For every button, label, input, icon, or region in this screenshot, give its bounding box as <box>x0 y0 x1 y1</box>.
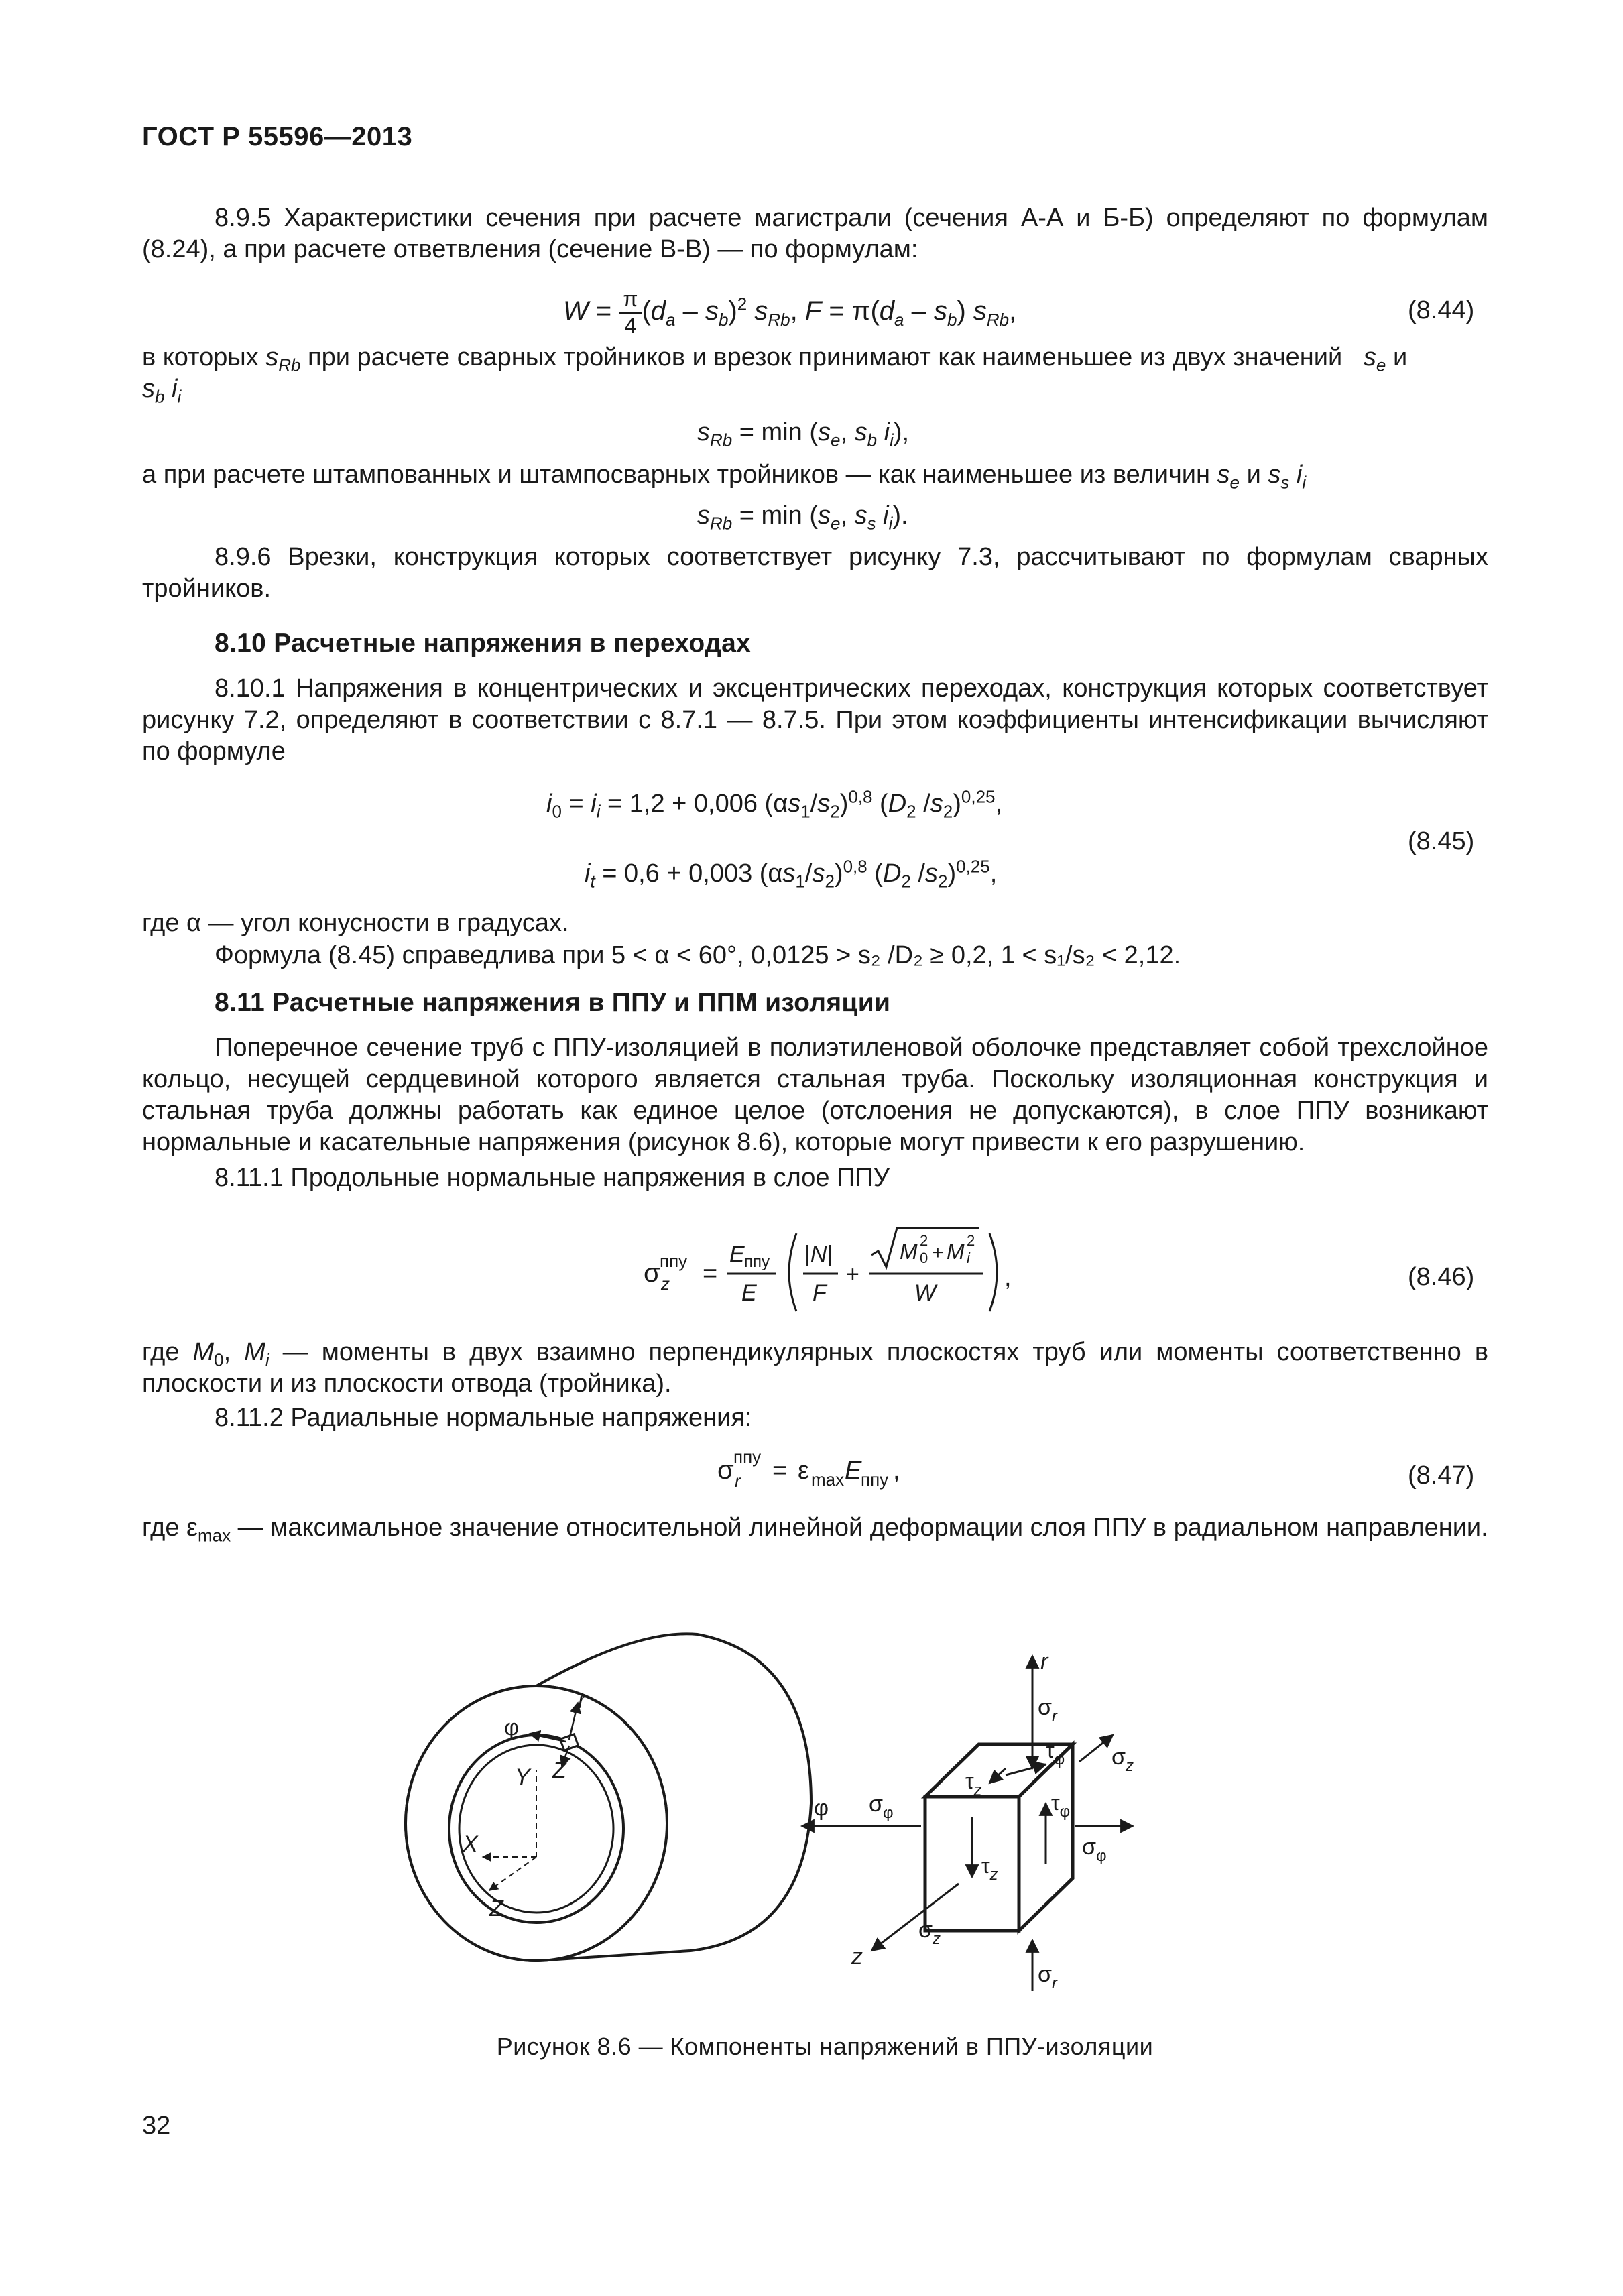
svg-text:,: , <box>1004 1264 1012 1292</box>
svg-text:ппу: ппу <box>861 1469 889 1490</box>
label-X: X <box>463 1831 478 1857</box>
equation-number-8-44: (8.44) <box>1408 296 1475 324</box>
svg-text:F: F <box>813 1280 827 1306</box>
equation-number-8-47: (8.47) <box>1408 1461 1475 1490</box>
svg-text:ппу: ппу <box>733 1447 762 1467</box>
paragraph-8-9-5-in-which: в которых $s_{Rb}$ при расчете сварных тройников и врезок принимают как наименьшее из двух значений $s_e$ и $s_b$ $i_i$ <box>142 343 1408 407</box>
text-in-which: в которых <box>142 343 259 371</box>
paragraph-8-11-intro: Поперечное сечение труб с ППУ-изоляцией в полиэтиленовой оболочке представляет собой трехслойное кольцо, несущей сердцевиной которого является стальная труба. Поскольку изоляционная конструкция и стальная труба должны работать как единое целое (отслоения не допускаются), в слое ППУ возникают нормальные и касательные напряжения (рисунок 8.6), которые могут привести к его разрушению. <box>142 1034 1488 1156</box>
text-and: и <box>1392 343 1408 371</box>
stress-components-diagram <box>402 1602 1260 2004</box>
label-tau-phi-top: $\tau_\varphi$ <box>1046 1738 1065 1768</box>
svg-text:z: z <box>661 1274 670 1294</box>
svg-text:=: = <box>703 1260 718 1288</box>
label-sigma-phi-left: $\sigma_\varphi$ <box>869 1791 894 1822</box>
paragraph-formula-validity: Формула (8.45) справедлива при 5 < α < 60°, 0,0125 > s₂ /D₂ ≥ 0,2, 1 < s₁/s₂ < 2,12. <box>215 941 1181 969</box>
label-phi-pipe: φ <box>504 1715 520 1740</box>
equation-number-8-46: (8.46) <box>1408 1263 1475 1291</box>
label-Y: Y <box>515 1764 530 1790</box>
svg-text:+: + <box>846 1262 859 1287</box>
formula-8-44: W = $\frac{\pi}{4}$ $(d_a - s_b)^2$ $s_{Rb}$, $F = \pi(d_a - s_b)$ $s_{Rb}$, <box>563 287 1017 338</box>
svg-text:σ: σ <box>644 1258 660 1288</box>
svg-text:,: , <box>893 1457 900 1485</box>
svg-text:0: 0 <box>920 1250 928 1266</box>
formula-8-45-i0: $i_0 = i_i = 1,2 + 0,006$ $(\alpha s_1/s_2)^{0,8}$ ($D_2$ $/s_2)^{0,25}$, <box>546 786 1003 822</box>
svg-text:M: M <box>900 1240 918 1264</box>
label-Z-lower: Z <box>489 1896 503 1921</box>
svg-text:=: = <box>772 1457 788 1485</box>
svg-text:ппу: ппу <box>660 1251 688 1271</box>
label-sigma-z-right: $\sigma_z$ <box>1111 1744 1134 1775</box>
label-z-axis: z <box>851 1944 863 1970</box>
label-tau-z-front: $\tau_z$ <box>981 1854 998 1884</box>
label-tau-z-top: $\tau_z$ <box>965 1769 982 1799</box>
formula-8-46 <box>644 1220 1019 1321</box>
svg-text:2: 2 <box>967 1232 975 1249</box>
svg-text:r: r <box>735 1471 741 1491</box>
svg-text:max: max <box>811 1469 845 1490</box>
paragraph-8-11-2: 8.11.2 Радиальные нормальные напряжения: <box>215 1404 752 1432</box>
label-sigma-r-bottom: $\sigma_r$ <box>1038 1961 1057 1992</box>
svg-text:W: W <box>914 1280 937 1306</box>
label-r-pipe: r <box>578 1688 586 1713</box>
figure-8-6 <box>402 1602 1260 2004</box>
label-tau-phi-right: $\tau_\varphi$ <box>1051 1791 1071 1821</box>
svg-text:+: + <box>932 1242 944 1264</box>
figure-caption: Рисунок 8.6 — Компоненты напряжений в ППУ-изоляции <box>496 2033 1154 2060</box>
paragraph-8-9-5: 8.9.5 Характеристики сечения при расчете магистрали (сечения А-А и Б-Б) определяют по формулам (8.24), а при расчете ответвления (сечение В-В) — по формулам: <box>142 204 1488 263</box>
label-Z-upper: Z <box>552 1758 566 1783</box>
label-phi-axis: φ <box>814 1795 829 1821</box>
paragraph-stamped-tees: а при расчете штампованных и штампосварных тройников — как наименьшее из величин $s_e$ и $s_s$ $i_i$ <box>142 461 1307 493</box>
label-sigma-r-top: $\sigma_r$ <box>1038 1695 1057 1726</box>
equation-number-8-45: (8.45) <box>1408 827 1475 855</box>
svg-text:ε: ε <box>798 1457 809 1485</box>
svg-text:ппу: ппу <box>744 1253 770 1271</box>
paragraph-epsilon-definition: где $\varepsilon_{max}$ — максимальное значение относительной линейной деформации слоя ППУ в радиальном направлении. <box>142 1514 1488 1546</box>
paragraph-8-9-6: 8.9.6 Врезки, конструкция которых соответствует рисунку 7.3, рассчитывают по формулам сварных тройников. <box>142 543 1488 603</box>
pipe-drawing <box>406 1634 811 1961</box>
text-epsilon: — максимальное значение относительной линейной деформации слоя ППУ в радиальном направлении. <box>237 1514 1488 1542</box>
svg-text:2: 2 <box>920 1232 928 1249</box>
svg-text:M: M <box>947 1240 965 1264</box>
text-where: где <box>142 1338 180 1366</box>
paragraph-alpha-definition: где α — угол конусности в градусах. <box>142 909 569 937</box>
paragraph-8-11-1: 8.11.1 Продольные нормальные напряжения в слое ППУ <box>215 1164 890 1192</box>
svg-text:E: E <box>741 1280 757 1306</box>
heading-8-10: 8.10 Расчетные напряжения в переходах <box>215 629 752 658</box>
text-and-2: и <box>1246 461 1261 489</box>
label-sigma-phi-right: $\sigma_\varphi$ <box>1082 1834 1107 1865</box>
label-sigma-z-front: $\sigma_z$ <box>918 1917 941 1948</box>
formula-srb-stamped: $s_{Rb} = \min (s_e$, $s_s$ $i_i$). <box>697 501 908 534</box>
svg-text:σ: σ <box>717 1455 734 1485</box>
svg-text:|N|: |N| <box>804 1242 833 1267</box>
paragraph-moments-definition: где $M_0$, $M_i$ — моменты в двух взаимно перпендикулярных плоскостях труб или моменты соответственно в плоскости и из плоскости отвода (тройника). <box>142 1338 1489 1398</box>
label-r-axis: r <box>1040 1649 1048 1675</box>
svg-text:E: E <box>845 1457 862 1485</box>
text-stamped-tees: а при расчете штампованных и штампосварных тройников — как наименьшее из величин <box>142 461 1210 489</box>
svg-text:i: i <box>967 1250 970 1266</box>
document-header: ГОСТ Р 55596—2013 <box>142 122 413 152</box>
paragraph-8-10-1: 8.10.1 Напряжения в концентрических и эксцентрических переходах, конструкция которых соответствует рисунку 7.2, определяют в соответствии с 8.7.1 — 8.7.5. При этом коэффициенты интенсификации вычисляют по формуле <box>142 674 1488 766</box>
text-where-2: где <box>142 1514 180 1542</box>
formula-8-45-it: $i_t = 0,6 + 0,003$ $(\alpha s_1/s_2)^{0,8}$ ($D_2$ $/s_2)^{0,25}$, <box>585 856 998 892</box>
formula-srb-welded: $s_{Rb} = \min (s_e$, $s_b$ $i_i$), <box>697 418 910 450</box>
svg-text:E: E <box>729 1242 745 1267</box>
heading-8-11: 8.11 Расчетные напряжения в ППУ и ППМ изоляции <box>215 988 891 1017</box>
page-number: 32 <box>142 2112 171 2140</box>
formula-8-47 <box>717 1441 939 1495</box>
text-welded-tees: при расчете сварных тройников и врезок принимают как наименьшее из двух значений <box>308 343 1343 371</box>
text-moments: — моменты в двух взаимно перпендикулярных плоскостях труб или моменты соответственно в плоскости и из плоскости отвода (тройника). <box>142 1338 1489 1398</box>
stress-cube-drawing <box>802 1649 1134 1992</box>
